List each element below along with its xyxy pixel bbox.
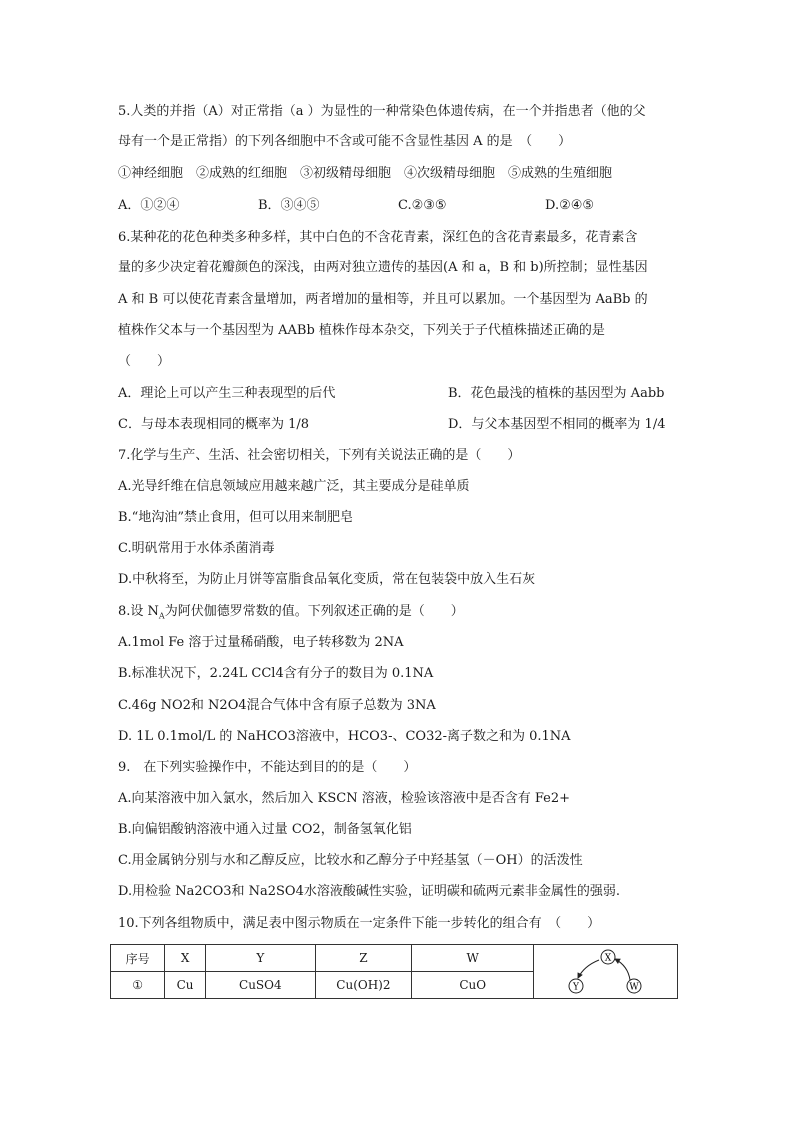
conversion-cycle-diagram <box>566 946 656 1002</box>
q6-option-c: C．与母本表现相同的概率为 1/8 <box>118 417 310 432</box>
table-cell: Cu <box>165 972 206 999</box>
q9-option-c: C.用金属钠分别与水和乙醇反应，比较水和乙醇分子中羟基氢（－OH）的活泼性 <box>118 853 583 868</box>
table-header-cell: Y <box>205 945 315 972</box>
table-cell: CuO <box>412 972 534 999</box>
q9-option-d: D.用检验 Na2CO3和 Na2SO4水溶液酸碱性实验，证明碳和硫两元素非金属性的强弱. <box>118 884 620 899</box>
q6-option-d: D．与父本基因型不相同的概率为 1/4 <box>448 417 666 432</box>
q6-stem-line1: 6.某种花的花色种类多种多样，其中白色的不含花青素，深红色的含花青素最多，花青素含 <box>118 230 638 245</box>
table-header-cell: 序号 <box>111 945 165 972</box>
q5-items: ①神经细胞 ②成熟的红细胞 ③初级精母细胞 ④次级精母细胞 ⑤成熟的生殖细胞 <box>118 166 613 181</box>
table-header-cell: X <box>165 945 206 972</box>
q7-option-c: C.明矾常用于水体杀菌消毒 <box>118 541 275 556</box>
table-cell: Cu(OH)2 <box>315 972 411 999</box>
q6-stem-line2: 量的多少决定着花瓣颜色的深浅，由两对独立遗传的基因(A 和 a，B 和 b)所控制；显性基因 <box>118 260 648 275</box>
q8-stem: 8.设 $N_A$为阿伏伽德罗常数的值。下列叙述正确的是（ ） <box>118 604 464 621</box>
q6-stem-line5: （ ） <box>118 354 171 369</box>
q8-option-a: A.1mol Fe 溶于过量稀硝酸，电子转移数为 2NA <box>118 635 404 650</box>
node-x-label: X <box>604 953 612 964</box>
q7-option-d: D.中秋将至，为防止月饼等富脂食品氧化变质，常在包装袋中放入生石灰 <box>118 572 536 587</box>
q5-stem-line1: 5.人类的并指（A）对正常指（a ）为显性的一种常染色体遗传病，在一个并指患者（他的父 <box>118 104 646 119</box>
q8-option-d: D. 1L 0.1mol/L 的 NaHCO3溶液中，HCO3-、CO32-离子数之和为 0.1NA <box>118 729 571 744</box>
arrow-x-to-y <box>578 960 599 978</box>
arrow-w-to-x <box>615 959 630 980</box>
q8-option-c: C.46g NO2和 N2O4混合气体中含有原子总数为 3NA <box>118 698 436 713</box>
q5-option-d: D.②④⑤ <box>545 198 595 213</box>
table-cell: ① <box>111 972 165 999</box>
q5-option-a: A．①②④ <box>118 198 180 213</box>
q6-option-b: B．花色最浅的植株的基因型为 Aabb <box>448 386 665 401</box>
q7-option-a: A.光导纤维在信息领域应用越来越广泛，其主要成分是硅单质 <box>118 479 470 494</box>
table-header-cell: W <box>412 945 534 972</box>
node-w-label: W <box>629 982 639 993</box>
q5-stem-line2: 母有一个是正常指）的下列各细胞中不含或可能不含显性基因 A 的是 （ ） <box>118 134 572 149</box>
q9-option-a: A.向某溶液中加入氯水，然后加入 KSCN 溶液，检验该溶液中是否含有 Fe2+ <box>118 791 571 806</box>
q6-stem-line4: 植株作父本与一个基因型为 AABb 植株作母本杂交，下列关于子代植株描述正确的是 <box>118 323 605 338</box>
q6-stem-line3: A 和 B 可以使花青素含量增加，两者增加的量相等，并且可以累加。一个基因型为 AaBb 的 <box>118 292 648 307</box>
q7-stem: 7.化学与生产、生活、社会密切相关，下列有关说法正确的是（ ） <box>118 448 521 463</box>
q10-stem: 10.下列各组物质中，满足表中图示物质在一定条件下能一步转化的组合有 （ ） <box>118 916 601 931</box>
q9-stem: 9. 在下列实验操作中，不能达到目的的是（ ） <box>118 760 417 775</box>
table-header-cell: Z <box>315 945 411 972</box>
q9-option-b: B.向偏铝酸钠溶液中通入过量 CO2，制备氢氧化铝 <box>118 822 412 837</box>
q5-option-c: C.②③⑤ <box>398 198 447 213</box>
node-y-label: Y <box>573 982 579 993</box>
q6-option-a: A．理论上可以产生三种表现型的后代 <box>118 386 336 401</box>
q5-option-b: B．③④⑤ <box>258 198 320 213</box>
q8-option-b: B.标准状况下，2.24L CCl4含有分子的数目为 0.1NA <box>118 666 434 681</box>
table-cell: CuSO4 <box>205 972 315 999</box>
q7-option-b: B.“地沟油”禁止食用，但可以用来制肥皂 <box>118 510 353 525</box>
